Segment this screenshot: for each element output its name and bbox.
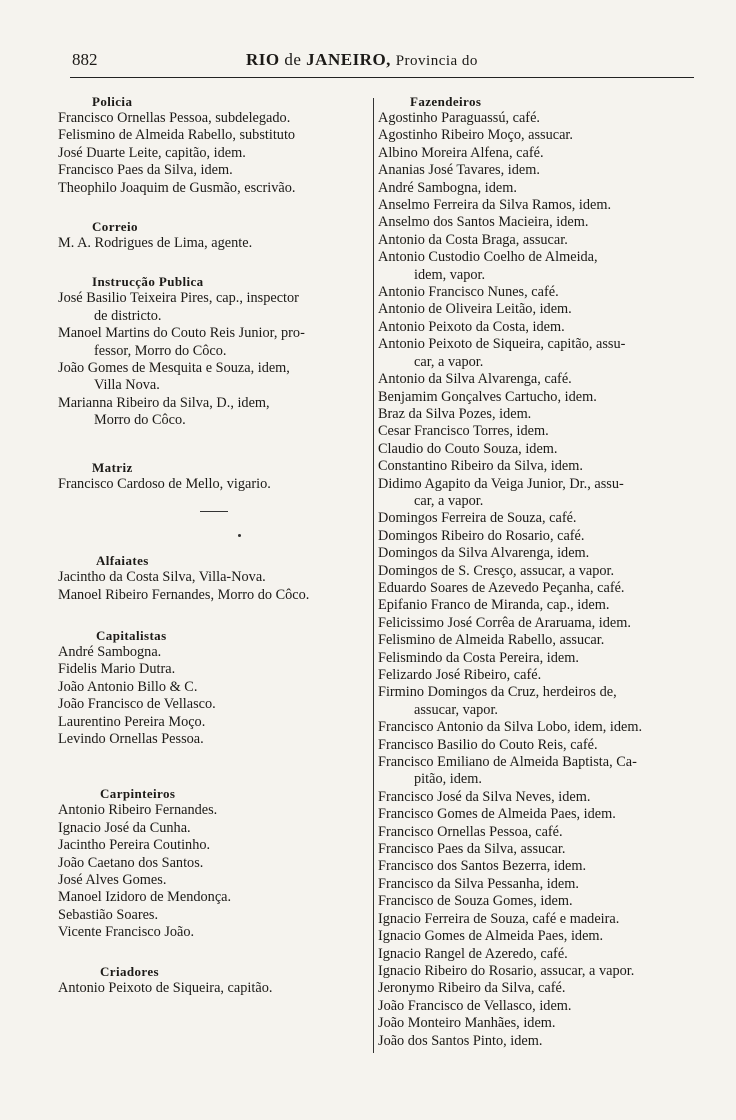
entry-line: André Sambogna, idem. [378,179,517,196]
entry-line: João Francisco de Vellasco. [58,696,216,713]
entry-line: Antonio de Oliveira Leitão, idem. [378,301,572,318]
page-number: 882 [72,50,98,69]
entry [58,924,370,941]
entry-continuation: idem, vapor. [414,266,486,283]
entry-line: Francisco Cardoso de Mello, vigario. [58,475,271,492]
entry-line: Ananias José Tavares, idem. [378,162,540,179]
entry-line: Benjamim Gonçalves Cartucho, idem. [378,388,597,405]
entry [378,1033,696,1050]
entry-line: José Alves Gomes. [58,871,167,888]
entry-line: Francisco Paes da Silva, idem. [58,162,233,179]
entry-line: Constantino Ribeiro da Silva, idem. [378,458,583,475]
entry [58,235,370,252]
entry-line: Theophilo Joaquim de Gusmão, escrivão. [58,179,296,196]
entry [58,820,370,837]
entry-line: Anselmo Ferreira da Silva Ramos, idem. [378,197,612,214]
entry [378,284,696,301]
entry [378,963,696,980]
entry-line: Antonio Custodio Coelho de Almeida, [378,249,598,266]
entry-continuation: Morro do Côco. [94,412,186,429]
entry [58,145,370,162]
entry [378,389,696,406]
section-policia [58,94,370,197]
entry-line: Felismino de Almeida Rabello, substituto [58,127,296,144]
entry-continuation: assucar, vapor. [414,701,498,718]
entry-line: José Basilio Teixeira Pires, cap., inspector [58,290,299,307]
entry-continuation: car, a vapor. [414,492,484,509]
entry-line: João Gomes de Mesquita e Souza, idem, [58,360,290,377]
entry-line: Ignacio Ribeiro do Rosario, assucar, a vapor. [378,962,635,979]
entry-line: Antonio Francisco Nunes, café. [378,284,559,301]
entry [378,667,696,684]
entry-line: Marianna Ribeiro da Silva, D., idem, [58,394,270,411]
section-title-alfaiates: Alfaiates [96,553,149,569]
entry [378,719,696,736]
entry-line: Antonio da Silva Alvarenga, café. [378,371,572,388]
entry-continuation: fessor, Morro do Côco. [94,342,227,359]
entry [378,214,696,231]
entry [58,127,370,144]
entry [378,510,696,527]
entry-line: Vicente Francisco João. [58,924,195,941]
entry [378,1015,696,1032]
entry [378,110,696,127]
entry [58,395,370,430]
entry [378,528,696,545]
entry-line: Domingos da Silva Alvarenga, idem. [378,545,590,562]
entry-line: Firmino Domingos da Cruz, herdeiros de, [378,684,617,701]
entry-line: Manoel Martins do Couto Reis Junior, pro- [58,325,305,342]
entry [58,110,370,127]
entry-line: Claudio do Couto Souza, idem. [378,440,558,457]
entry-line: João Caetano dos Santos. [58,854,204,871]
running-title: RIO de JANEIRO, Provincia do [246,50,478,69]
section-title-fazendeiros: Fazendeiros [410,94,482,109]
entry [378,180,696,197]
entry [378,232,696,249]
section-title-capitalistas: Capitalistas [96,627,167,643]
section-alfaiates [58,553,370,604]
entry [58,325,370,360]
section-title-policia: Policia [92,94,133,109]
entry-line: Antonio da Costa Braga, assucar. [378,231,568,248]
entry [378,980,696,997]
entry-line: Francisco José da Silva Neves, idem. [378,788,591,805]
entry-line: Ignacio José da Cunha. [58,819,191,836]
entry-line: Agostinho Ribeiro Moço, assucar. [378,127,573,144]
entry [378,301,696,318]
entry-line: Felicissimo José Corrêa de Araruama, idem. [378,614,631,631]
entry [58,980,370,997]
entry-line: Braz da Silva Pozes, idem. [378,405,532,422]
entry-line: Albino Moreira Alfena, café. [378,144,544,161]
entry [378,615,696,632]
left-column [58,94,370,997]
entry-line: Francisco Ornellas Pessoa, café. [378,823,563,840]
spacer [58,537,370,553]
entry-line: Anselmo dos Santos Macieira, idem. [378,214,589,231]
spacer [58,452,370,460]
entry [378,563,696,580]
entry [378,476,696,511]
entry [378,946,696,963]
section-title-correio: Correio [92,219,138,235]
entry [378,441,696,458]
entry [378,145,696,162]
entry-line: Jacintho da Costa Silva, Villa-Nova. [58,569,266,586]
entry-line: Laurentino Pereira Moço. [58,713,206,730]
entry [58,889,370,906]
entry [378,249,696,284]
entry-line: Francisco de Souza Gomes, idem. [378,893,573,910]
entry [378,371,696,388]
entry [58,476,370,493]
entry-line: Manoel Ribeiro Fernandes, Morro do Côco. [58,586,310,603]
entry-line: Francisco Antonio da Silva Lobo, idem, idem. [378,719,643,736]
entry [58,731,370,748]
entry-continuation: pitão, idem. [414,771,482,788]
entry [378,806,696,823]
entry [58,872,370,889]
entry-line: Francisco Emiliano de Almeida Baptista, Ca- [378,754,637,771]
entry-line: Jacintho Pereira Coutinho. [58,837,211,854]
entry [58,837,370,854]
entry [378,893,696,910]
entry [378,336,696,371]
entry [378,876,696,893]
entry [58,802,370,819]
right-column [378,94,696,1050]
page-header [0,50,736,76]
section-title-carpinteiros: Carpinteiros [100,786,176,802]
entry-line: Francisco Paes da Silva, assucar. [378,841,566,858]
entry [58,290,370,325]
entry [378,928,696,945]
entry-line: Antonio Peixoto de Siqueira, capitão. [58,979,273,996]
entry [58,587,370,604]
entry-line: Didimo Agapito da Veiga Junior, Dr., assu- [378,475,624,492]
entry [58,679,370,696]
spacer [58,604,370,620]
entry [378,545,696,562]
entry [378,406,696,423]
spacer [58,770,370,786]
entry-line: Antonio Ribeiro Fernandes. [58,802,218,819]
entry-line: Francisco da Silva Pessanha, idem. [378,875,579,892]
entry [378,858,696,875]
section-criadores [58,964,370,997]
entry [378,580,696,597]
entry-continuation: Villa Nova. [94,377,160,394]
entry [58,661,370,678]
entry-line: Ignacio Rangel de Azeredo, café. [378,945,568,962]
section-correio [58,219,370,252]
spacer [58,197,370,219]
entry-continuation: car, a vapor. [414,353,484,370]
entry-line: Francisco Gomes de Almeida Paes, idem. [378,806,616,823]
entry [378,684,696,719]
entry-line: Francisco dos Santos Bezerra, idem. [378,858,587,875]
entry-line: Antonio Peixoto de Siqueira, capitão, assu- [378,336,626,353]
entry [58,907,370,924]
entry [378,998,696,1015]
entry-line: João Francisco de Vellasco, idem. [378,997,572,1014]
section-title-instrucao: Instrucção Publica [92,274,204,290]
entry-line: Francisco Ornellas Pessoa, subdelegado. [58,110,291,126]
section-title-matriz: Matriz [92,459,133,475]
entry-line: João dos Santos Pinto, idem. [378,1032,543,1049]
header-rule [70,77,694,78]
entry [378,650,696,667]
section-title-criadores: Criadores [100,963,159,979]
entry-line: Ignacio Gomes de Almeida Paes, idem. [378,928,604,945]
separator-dash [200,511,228,512]
entry-line: Ignacio Ferreira de Souza, café e madeira. [378,910,620,927]
entry-line: João Monteiro Manhães, idem. [378,1015,556,1032]
entry-line: Felismino de Almeida Rabello, assucar. [378,632,605,649]
section-instrucao [58,274,370,429]
entry-line: Domingos Ferreira de Souza, café. [378,510,577,527]
entry [378,841,696,858]
spacer [58,942,370,964]
entry-line: Sebastião Soares. [58,906,159,923]
entry [378,754,696,789]
entry [378,824,696,841]
entry [58,696,370,713]
entry [378,423,696,440]
spacer [58,430,370,452]
entry [58,644,370,661]
entry-line: Francisco Basilio do Couto Reis, café. [378,736,598,753]
entry-line: Cesar Francisco Torres, idem. [378,423,549,440]
entry-line: Antonio Peixoto da Costa, idem. [378,318,565,335]
entry [378,597,696,614]
section-capitalistas [58,628,370,748]
entry [378,737,696,754]
section-fazendeiros [378,94,696,1050]
entry-line: Eduardo Soares de Azevedo Peçanha, café. [378,579,625,596]
entry [378,458,696,475]
entry [378,911,696,928]
entry-line: Manoel Izidoro de Mendonça. [58,889,232,906]
entry-line: Epifanio Franco de Miranda, cap., idem. [378,597,610,614]
entry-line: José Duarte Leite, capitão, idem. [58,144,246,161]
section-carpinteiros [58,786,370,941]
entry-line: André Sambogna. [58,643,162,660]
entry [378,162,696,179]
entry [378,632,696,649]
entry-line: Domingos de S. Cresço, assucar, a vapor. [378,562,615,579]
column-divider [373,98,374,1053]
entry [58,855,370,872]
entry [58,162,370,179]
entry-line: M. A. Rodrigues de Lima, agente. [58,235,253,252]
entry [378,127,696,144]
entry [378,789,696,806]
spacer [58,748,370,770]
entry [378,319,696,336]
entry-line: Agostinho Paraguassú, café. [378,110,540,126]
entry-line: Felizardo José Ribeiro, café. [378,667,542,683]
entry [58,180,370,197]
entry-line: João Antonio Billo & C. [58,678,198,695]
entry-line: Jeronymo Ribeiro da Silva, café. [378,980,566,997]
entry-line: Domingos Ribeiro do Rosario, café. [378,527,585,544]
entry [58,360,370,395]
entry [58,569,370,586]
section-matriz [58,460,370,493]
entry [58,714,370,731]
entry-line: Levindo Ornellas Pessoa. [58,730,204,747]
entry-line: Fidelis Mario Dutra. [58,661,176,678]
entry-continuation: de districto. [94,307,162,324]
entry [378,197,696,214]
spacer [58,620,370,628]
spacer [58,252,370,274]
entry-line: Felismindo da Costa Pereira, idem. [378,649,579,666]
